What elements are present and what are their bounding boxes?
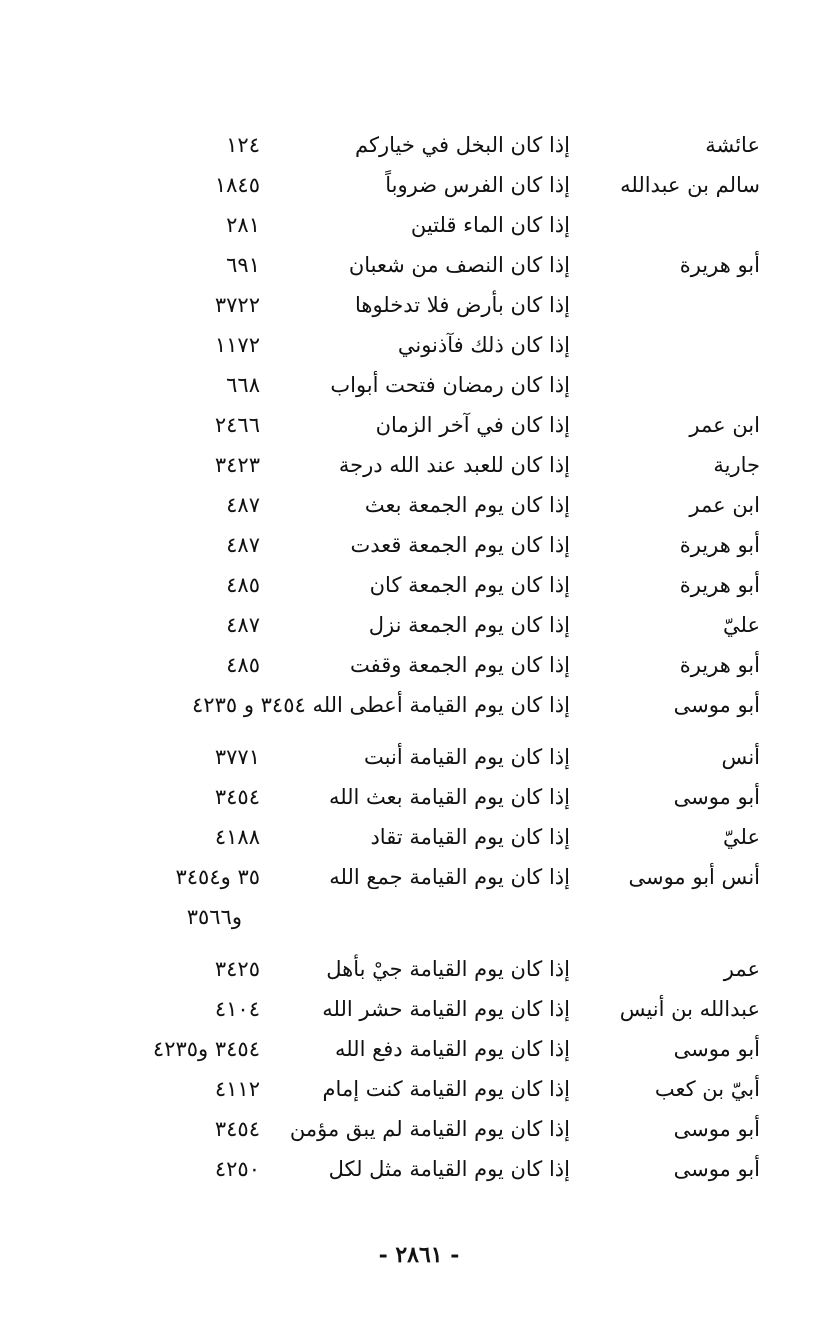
table-row: [0, 568, 838, 608]
narrator-cell: سالم بن عبدالله: [620, 173, 760, 197]
hadith-cell: إذا كان بأرض فلا تدخلوها: [354, 293, 570, 317]
reference-cell: ٣٥ و٣٤٥٤: [175, 865, 260, 889]
narrator-cell: أبيّ بن كعب: [654, 1077, 760, 1101]
table-row: [0, 952, 838, 992]
narrator-cell: أبو موسى: [673, 785, 760, 809]
table-row: [0, 1112, 838, 1152]
index-table: [0, 128, 838, 1192]
hadith-cell: إذا كان يوم القيامة مثل لكل: [328, 1157, 570, 1181]
narrator-cell: ابن عمر: [689, 493, 760, 517]
table-row: [0, 740, 838, 780]
hadith-cell: إذا كان يوم القيامة أنبت: [364, 745, 570, 769]
hadith-cell: إذا كان يوم القيامة جمع الله: [329, 865, 570, 889]
narrator-cell: ابن عمر: [689, 413, 760, 437]
table-row: [0, 992, 838, 1032]
table-row: [0, 780, 838, 820]
narrator-cell: عليّ: [723, 825, 760, 849]
narrator-cell: أبو موسى: [673, 1157, 760, 1181]
hadith-cell: إذا كان يوم الجمعة قعدت: [350, 533, 570, 557]
table-row: [0, 1152, 838, 1192]
table-row: [0, 448, 838, 488]
table-row: [0, 528, 838, 568]
reference-cell: ٤١٠٤: [214, 997, 260, 1021]
table-row: [0, 648, 838, 688]
reference-cell: ٤٨٥: [226, 653, 260, 677]
hadith-cell: إذا كان ذلك فآذنوني: [397, 333, 570, 357]
reference-cell: ٣٧٧١: [214, 745, 260, 769]
table-row: [0, 1032, 838, 1072]
hadith-cell: إذا كان الماء قلتين: [410, 213, 570, 237]
table-row: [0, 168, 838, 208]
table-row: [0, 368, 838, 408]
hadith-cell: إذا كان يوم القيامة حشر الله: [322, 997, 570, 1021]
hadith-cell: إذا كان النصف من شعبان: [348, 253, 570, 277]
hadith-cell: إذا كان يوم القيامة كنت إمام: [322, 1077, 570, 1101]
narrator-cell: عمر: [723, 957, 760, 981]
table-row: [0, 408, 838, 448]
narrator-cell: عائشة: [705, 133, 760, 157]
hadith-cell: إذا كان يوم القيامة بعث الله: [328, 785, 570, 809]
hadith-cell: إذا كان يوم القيامة أعطى الله ٣٤٥٤ و ٤٢٣٥: [192, 693, 570, 717]
reference-cell: ٤٨٧: [226, 613, 260, 637]
reference-cell: ١١٧٢: [214, 333, 260, 357]
hadith-cell: إذا كان يوم القيامة دفع الله: [334, 1037, 570, 1061]
reference-cell: ٦٦٨: [226, 373, 260, 397]
table-row: [0, 1072, 838, 1112]
hadith-cell: إذا كان يوم الجمعة وقفت: [350, 653, 570, 677]
reference-cell: ٣٧٢٢: [214, 293, 260, 317]
narrator-cell: أبو موسى: [673, 693, 760, 717]
reference-cell: ٤٢٥٠: [214, 1157, 260, 1181]
narrator-cell: أبو هريرة: [679, 573, 760, 597]
page-number: - ٢٨٦١ -: [378, 1242, 460, 1268]
table-row: [0, 688, 838, 730]
table-row: [0, 128, 838, 168]
table-row: [0, 488, 838, 528]
reference-cell: ٦٩١: [226, 253, 260, 277]
reference-cell: ٣٤٥٤: [214, 1117, 260, 1141]
reference-cell: ٣٤٢٣: [214, 453, 260, 477]
reference-cell: ٤٨٥: [226, 573, 260, 597]
narrator-cell: أبو هريرة: [679, 533, 760, 557]
table-row: [0, 608, 838, 648]
reference-cell: ٤٨٧: [226, 533, 260, 557]
narrator-cell: أنس أبو موسى: [628, 865, 760, 889]
hadith-cell: إذا كان يوم القيامة جيْ بأهل: [326, 957, 570, 981]
narrator-cell: أبو موسى: [673, 1037, 760, 1061]
reference-cell: ٢٨١: [226, 213, 260, 237]
narrator-cell: أبو هريرة: [679, 653, 760, 677]
table-row: [0, 328, 838, 368]
narrator-cell: عبدالله بن أنيس: [619, 997, 760, 1021]
hadith-cell: إذا كان يوم الجمعة بعث: [364, 493, 570, 517]
narrator-cell: أبو هريرة: [679, 253, 760, 277]
narrator-cell: جارية: [713, 453, 760, 477]
hadith-cell: إذا كان يوم الجمعة كان: [369, 573, 570, 597]
hadith-cell: إذا كان في آخر الزمان: [375, 413, 570, 437]
hadith-cell: إذا كان البخل في خياركم: [355, 133, 570, 157]
hadith-cell: إذا كان يوم القيامة تقاد: [370, 825, 570, 849]
narrator-cell: أبو موسى: [673, 1117, 760, 1141]
table-row: [0, 208, 838, 248]
hadith-cell: إذا كان رمضان فتحت أبواب: [330, 373, 570, 397]
table-row: [0, 248, 838, 288]
narrator-cell: عليّ: [723, 613, 760, 637]
hadith-cell: إذا كان يوم الجمعة نزل: [368, 613, 570, 637]
hadith-cell: إذا كان يوم القيامة لم يبق مؤمن: [289, 1117, 570, 1141]
hadith-cell: إذا كان الفرس ضروباً: [385, 173, 570, 197]
table-row: [0, 860, 838, 944]
reference-cell: ٣٤٢٥: [214, 957, 260, 981]
reference-cell: ١٢٤: [226, 133, 260, 157]
reference-cell: ٢٤٦٦: [214, 413, 260, 437]
reference-cell: ٤١١٢: [214, 1077, 260, 1101]
table-row: [0, 288, 838, 328]
hadith-cell: إذا كان للعبد عند الله درجة: [338, 453, 570, 477]
reference-cell: ٣٤٥٤: [214, 785, 260, 809]
narrator-cell: أنس: [721, 745, 760, 769]
reference-cell: ١٨٤٥: [214, 173, 260, 197]
reference-cell: ٣٤٥٤ و٤٢٣٥: [152, 1037, 260, 1061]
reference-cell: ٤٨٧: [226, 493, 260, 517]
reference-cell: ٤١٨٨: [214, 825, 260, 849]
reference-cell-continued: و٣٥٦٦: [186, 905, 242, 929]
table-row: [0, 820, 838, 860]
